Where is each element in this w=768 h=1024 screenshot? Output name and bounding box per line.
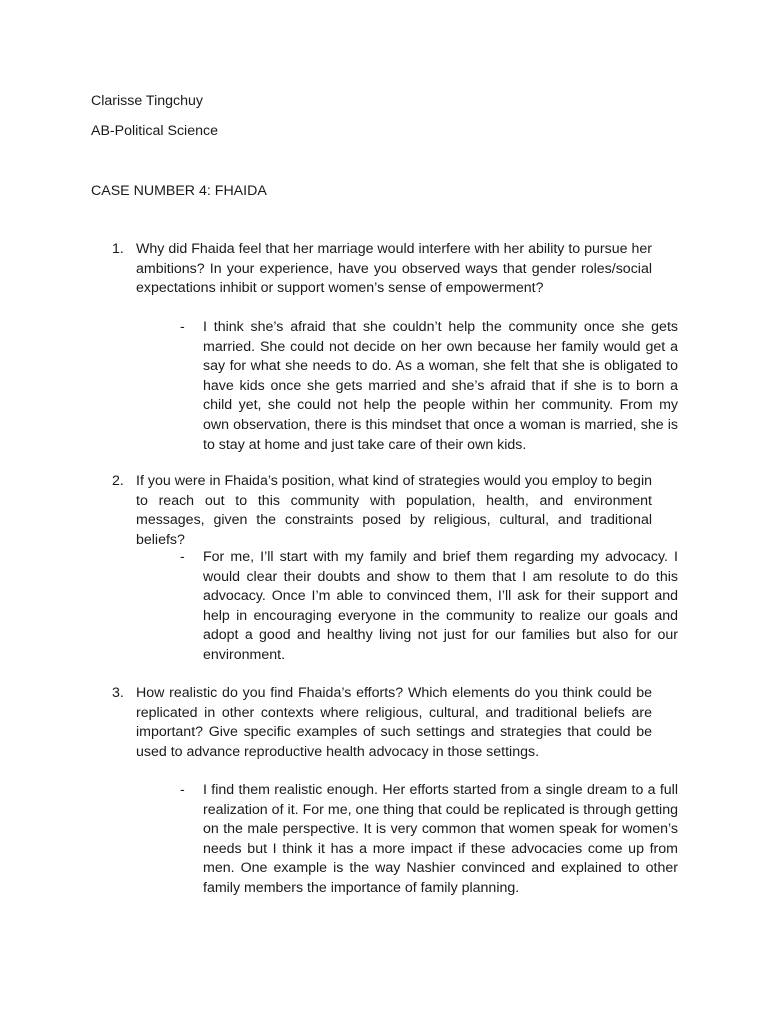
case-title: CASE NUMBER 4: FHAIDA [91, 183, 267, 199]
author-name: Clarisse Tingchuy [91, 93, 203, 109]
question-text: How realistic do you find Fhaida’s efforts? Which elements do you think could be replicated in other contexts where religious, cultural, and traditional beliefs are important? Give specific examples of such settings and strategies that could be used to advance reproductive health advocacy in those settings. [136, 685, 652, 760]
question-number: 1. [112, 241, 124, 257]
question-text: If you were in Fhaida’s position, what kind of strategies would you employ to begin to reach out to this community with population, health, and environment messages, given the constraints posed by religious, cultural, and traditional beliefs? [136, 473, 652, 548]
answer-marker: - [180, 319, 185, 335]
answer-text: For me, I’ll start with my family and brief them regarding my advocacy. I would clear their doubts and show to them that I am resolute to do this advocacy. Once I’m able to convinced them, I’ll ask for their support and help in encouraging everyone in the community to realize our goals and adopt a good and healthy living not just for our families but also for our environment. [203, 549, 678, 663]
question-number: 3. [112, 685, 124, 701]
answer-text: I find them realistic enough. Her efforts started from a single dream to a full realization of it. For me, one thing that could be replicated is through getting on the male perspective. It is very common that women speak for women’s needs but I think it has a more impact if these advocacies come up from men. One example is the way Nashier convinced and explained to other family members the importance of family planning. [203, 782, 678, 896]
question-number: 2. [112, 473, 124, 489]
program-name: AB-Political Science [91, 123, 218, 139]
answer-marker: - [180, 782, 185, 798]
answer-text: I think she’s afraid that she couldn’t help the community once she gets married. She could not decide on her own because her family would get a say for what she needs to do. As a woman, she felt that she is obligated to have kids once she gets married and she’s afraid that if she is to born a child yet, she could not help the people within her community. From my own observation, there is this mindset that once a woman is married, she is to stay at home and just take care of their own kids. [203, 319, 678, 453]
answer-marker: - [180, 549, 185, 565]
question-text: Why did Fhaida feel that her marriage would interfere with her ability to pursue her ambitions? In your experience, have you observed ways that gender roles/social expectations inhibit or support women’s sense of empowerment? [136, 241, 652, 297]
